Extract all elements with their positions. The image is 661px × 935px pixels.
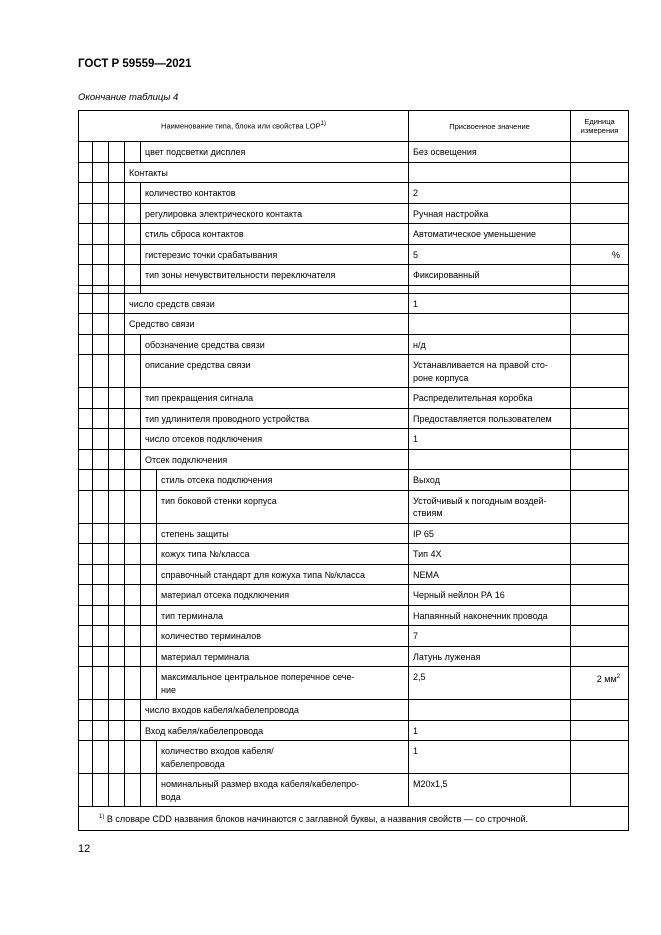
indent-cell (125, 285, 141, 293)
indent-cell (79, 183, 93, 204)
unit-cell (571, 334, 629, 355)
unit-exponent: 2 (616, 674, 621, 680)
assigned-value-cell: М20х1,5 (409, 774, 571, 807)
unit-cell (571, 700, 629, 721)
indent-cell (141, 490, 157, 523)
table-row (79, 564, 629, 585)
unit-cell (571, 626, 629, 647)
indent-cell (109, 523, 125, 544)
indent-cell (79, 544, 93, 565)
indent-cell (109, 700, 125, 721)
table-row (79, 355, 629, 388)
indent-cell (79, 314, 93, 335)
indent-cell (109, 470, 125, 491)
assigned-value-cell (409, 285, 571, 293)
unit-cell (571, 544, 629, 565)
indent-cell (109, 564, 125, 585)
property-name-cell: справочный стандарт для кожуха типа №/класса (157, 564, 409, 585)
assigned-value-cell: NEMA (409, 564, 571, 585)
indent-cell (93, 293, 109, 314)
unit-cell (571, 564, 629, 585)
indent-cell (93, 774, 109, 807)
indent-cell (125, 388, 141, 409)
indent-cell (125, 429, 141, 450)
unit-cell (571, 646, 629, 667)
table-row (79, 585, 629, 606)
indent-cell (125, 523, 141, 544)
indent-cell (109, 293, 125, 314)
indent-cell (109, 334, 125, 355)
indent-cell (109, 490, 125, 523)
indent-cell (79, 523, 93, 544)
indent-cell (93, 265, 109, 286)
assigned-value-cell: 1 (409, 293, 571, 314)
property-name-cell: число средств связи (125, 293, 409, 314)
assigned-value-cell (409, 314, 571, 335)
unit-cell (571, 408, 629, 429)
property-name-cell: максимальное центральное поперечное сече- ние (157, 667, 409, 700)
assigned-value-cell: 1 (409, 720, 571, 741)
indent-cell (125, 224, 141, 245)
indent-cell (93, 429, 109, 450)
indent-cell (109, 355, 125, 388)
unit-cell (571, 741, 629, 774)
property-name-cell: номинальный размер входа кабеля/кабелепро- вода (157, 774, 409, 807)
unit-cell (571, 429, 629, 450)
unit-cell (571, 265, 629, 286)
indent-cell (125, 646, 141, 667)
assigned-value-cell: н/д (409, 334, 571, 355)
indent-cell (79, 700, 93, 721)
indent-cell (93, 667, 109, 700)
indent-cell (79, 285, 93, 293)
indent-cell (141, 544, 157, 565)
indent-cell (125, 741, 141, 774)
property-name-cell: число входов кабеля/кабелепровода (141, 700, 409, 721)
indent-cell (93, 700, 109, 721)
indent-cell (141, 564, 157, 585)
indent-cell (93, 544, 109, 565)
indent-cell (93, 142, 109, 163)
indent-cell (125, 774, 141, 807)
property-name-cell: описание средства связи (141, 355, 409, 388)
indent-cell (79, 720, 93, 741)
indent-cell (79, 449, 93, 470)
table-row (79, 224, 629, 245)
indent-cell (79, 667, 93, 700)
indent-cell (125, 203, 141, 224)
column-header-unit: Единица измерения (571, 111, 629, 142)
property-name-cell: цвет подсветки дисплея (141, 142, 409, 163)
unit-cell (571, 523, 629, 544)
indent-cell (93, 244, 109, 265)
indent-cell (109, 720, 125, 741)
table-row (79, 429, 629, 450)
indent-cell (79, 203, 93, 224)
property-name-cell: Средство связи (125, 314, 409, 335)
indent-cell (109, 244, 125, 265)
property-name-cell: гистерезис точки срабатывания (141, 244, 409, 265)
indent-cell (93, 408, 109, 429)
indent-cell (109, 314, 125, 335)
assigned-value-cell: 1 (409, 741, 571, 774)
property-name-cell: количество терминалов (157, 626, 409, 647)
indent-cell (93, 314, 109, 335)
indent-cell (93, 523, 109, 544)
property-name-cell: стиль сброса контактов (141, 224, 409, 245)
indent-cell (109, 626, 125, 647)
indent-cell (109, 429, 125, 450)
unit-cell (571, 720, 629, 741)
indent-cell (93, 605, 109, 626)
indent-cell (79, 244, 93, 265)
column-header-name: Наименование типа, блока или свойства LOP$^{1)}$ (79, 111, 409, 142)
assigned-value-cell: Тип 4Х (409, 544, 571, 565)
unit-cell (571, 314, 629, 335)
indent-cell (93, 741, 109, 774)
indent-cell (125, 605, 141, 626)
indent-cell (79, 626, 93, 647)
property-name-cell: Вход кабеля/кабелепровода (141, 720, 409, 741)
indent-cell (125, 720, 141, 741)
table-row (79, 162, 629, 183)
document-title: ГОСТ Р 59559—2021 (78, 58, 192, 70)
table-row (79, 408, 629, 429)
table-row (79, 544, 629, 565)
table-row (79, 265, 629, 286)
indent-cell (125, 334, 141, 355)
indent-cell (93, 646, 109, 667)
indent-cell (93, 183, 109, 204)
indent-cell (93, 285, 109, 293)
property-name-cell: тип прекращения сигнала (141, 388, 409, 409)
column-header-value: Присвоенное значение (409, 111, 571, 142)
assigned-value-cell: 5 (409, 244, 571, 265)
indent-cell (109, 224, 125, 245)
assigned-value-cell: 1 (409, 429, 571, 450)
unit-cell (571, 355, 629, 388)
table-row (79, 334, 629, 355)
unit-cell (571, 142, 629, 163)
indent-cell (141, 774, 157, 807)
indent-cell (79, 490, 93, 523)
indent-cell (125, 564, 141, 585)
indent-cell (125, 408, 141, 429)
indent-cell (93, 334, 109, 355)
indent-cell (93, 470, 109, 491)
table-row (79, 490, 629, 523)
unit-cell (571, 293, 629, 314)
unit-cell: % (571, 244, 629, 265)
assigned-value-cell: Ручная настройка (409, 203, 571, 224)
indent-cell (79, 470, 93, 491)
indent-cell (109, 741, 125, 774)
property-name-cell (141, 285, 409, 293)
indent-cell (79, 605, 93, 626)
indent-cell (125, 355, 141, 388)
property-name-cell: стиль отсека подключения (157, 470, 409, 491)
indent-cell (109, 544, 125, 565)
indent-cell (125, 183, 141, 204)
assigned-value-cell: IP 65 (409, 523, 571, 544)
table-row (79, 741, 629, 774)
property-name-cell: тип терминала (157, 605, 409, 626)
table-caption: Окончание таблицы 4 (78, 92, 179, 103)
indent-cell (79, 564, 93, 585)
indent-cell (79, 142, 93, 163)
indent-cell (125, 490, 141, 523)
indent-cell (109, 585, 125, 606)
indent-cell (79, 265, 93, 286)
table-row (79, 646, 629, 667)
table-row (79, 667, 629, 700)
indent-cell (93, 720, 109, 741)
indent-cell (79, 429, 93, 450)
unit-cell (571, 224, 629, 245)
indent-cell (125, 470, 141, 491)
assigned-value-cell: Устанавливается на правой сто- роне корпуса (409, 355, 571, 388)
indent-cell (79, 293, 93, 314)
indent-cell (141, 605, 157, 626)
indent-cell (109, 667, 125, 700)
indent-cell (141, 470, 157, 491)
indent-cell (109, 449, 125, 470)
indent-cell (93, 355, 109, 388)
assigned-value-cell: Латунь луженая (409, 646, 571, 667)
indent-cell (93, 162, 109, 183)
assigned-value-cell: 7 (409, 626, 571, 647)
table-header-row (79, 111, 629, 142)
unit-cell (571, 470, 629, 491)
indent-cell (93, 203, 109, 224)
indent-cell (109, 646, 125, 667)
unit-cell (571, 490, 629, 523)
table-row (79, 449, 629, 470)
property-name-cell: материал терминала (157, 646, 409, 667)
unit-cell (571, 162, 629, 183)
table-row (79, 183, 629, 204)
table-row (79, 314, 629, 335)
property-name-cell: тип зоны нечувствительности переключателя (141, 265, 409, 286)
property-name-cell: кожух типа №/класса (157, 544, 409, 565)
unit-cell (571, 667, 629, 700)
indent-cell (93, 564, 109, 585)
assigned-value-cell (409, 700, 571, 721)
indent-cell (109, 388, 125, 409)
assigned-value-cell: 2,5 (409, 667, 571, 700)
footnote: $^{1)}$ В словаре CDD названия блоков начинаются с заглавной буквы, а названия свойств — со строчной. (79, 807, 629, 831)
indent-cell (93, 449, 109, 470)
table-row (79, 626, 629, 647)
table-row (79, 774, 629, 807)
table-row (79, 142, 629, 163)
table-row (79, 700, 629, 721)
table-row (79, 720, 629, 741)
indent-cell (125, 544, 141, 565)
property-name-cell: степень защиты (157, 523, 409, 544)
table-row (79, 523, 629, 544)
indent-cell (141, 523, 157, 544)
indent-cell (141, 585, 157, 606)
indent-cell (109, 265, 125, 286)
indent-cell (93, 626, 109, 647)
assigned-value-cell: Без освещения (409, 142, 571, 163)
indent-cell (79, 334, 93, 355)
assigned-value-cell: Предоставляется пользователем (409, 408, 571, 429)
property-name-cell: тип боковой стенки корпуса (157, 490, 409, 523)
assigned-value-cell: Фиксированный (409, 265, 571, 286)
table-row (79, 470, 629, 491)
indent-cell (141, 741, 157, 774)
indent-cell (79, 408, 93, 429)
unit-cell (571, 183, 629, 204)
assigned-value-cell: 2 (409, 183, 571, 204)
indent-cell (109, 408, 125, 429)
table-row (79, 203, 629, 224)
assigned-value-cell (409, 449, 571, 470)
assigned-value-cell: Распределительная коробка (409, 388, 571, 409)
indent-cell (93, 490, 109, 523)
indent-cell (93, 585, 109, 606)
unit-cell (571, 388, 629, 409)
assigned-value-cell: Автоматическое уменьшение (409, 224, 571, 245)
indent-cell (125, 265, 141, 286)
indent-cell (125, 700, 141, 721)
unit-cell (571, 449, 629, 470)
assigned-value-cell (409, 162, 571, 183)
indent-cell (93, 388, 109, 409)
indent-cell (79, 646, 93, 667)
unit-text: 2 мм (596, 674, 617, 684)
table-row (79, 388, 629, 409)
indent-cell (141, 626, 157, 647)
indent-cell (125, 667, 141, 700)
indent-cell (109, 605, 125, 626)
indent-cell (141, 646, 157, 667)
unit-cell (571, 285, 629, 293)
indent-cell (125, 244, 141, 265)
page-number: 12 (78, 843, 91, 855)
indent-cell (79, 774, 93, 807)
indent-cell (109, 774, 125, 807)
property-name-cell: регулировка электрического контакта (141, 203, 409, 224)
unit-cell (571, 585, 629, 606)
indent-cell (109, 142, 125, 163)
unit-cell (571, 203, 629, 224)
unit-cell (571, 605, 629, 626)
indent-cell (79, 224, 93, 245)
table-row (79, 293, 629, 314)
table-row (79, 244, 629, 265)
assigned-value-cell: Выход (409, 470, 571, 491)
assigned-value-cell: Устойчивый к погодным воздей- ствиям (409, 490, 571, 523)
indent-cell (125, 449, 141, 470)
properties-table (78, 110, 629, 831)
property-name-cell: количество контактов (141, 183, 409, 204)
table-body (79, 142, 629, 807)
property-name-cell: число отсеков подключения (141, 429, 409, 450)
indent-cell (109, 203, 125, 224)
indent-cell (79, 388, 93, 409)
table-row (79, 285, 629, 293)
table-row (79, 605, 629, 626)
property-name-cell: количество входов кабеля/ кабелепровода (157, 741, 409, 774)
unit-cell (571, 774, 629, 807)
indent-cell (79, 741, 93, 774)
property-name-cell: обозначение средства связи (141, 334, 409, 355)
indent-cell (125, 585, 141, 606)
indent-cell (79, 355, 93, 388)
indent-cell (109, 162, 125, 183)
indent-cell (109, 183, 125, 204)
property-name-cell: Контакты (125, 162, 409, 183)
footnote-row (79, 807, 629, 831)
indent-cell (79, 162, 93, 183)
property-name-cell: Отсек подключения (141, 449, 409, 470)
property-name-cell: тип удлинителя проводного устройства (141, 408, 409, 429)
property-name-cell: материал отсека подключения (157, 585, 409, 606)
indent-cell (109, 285, 125, 293)
indent-cell (125, 626, 141, 647)
assigned-value-cell: Напаянный наконечник провода (409, 605, 571, 626)
indent-cell (79, 585, 93, 606)
indent-cell (125, 142, 141, 163)
assigned-value-cell: Черный нейлон РА 16 (409, 585, 571, 606)
indent-cell (141, 667, 157, 700)
indent-cell (93, 224, 109, 245)
